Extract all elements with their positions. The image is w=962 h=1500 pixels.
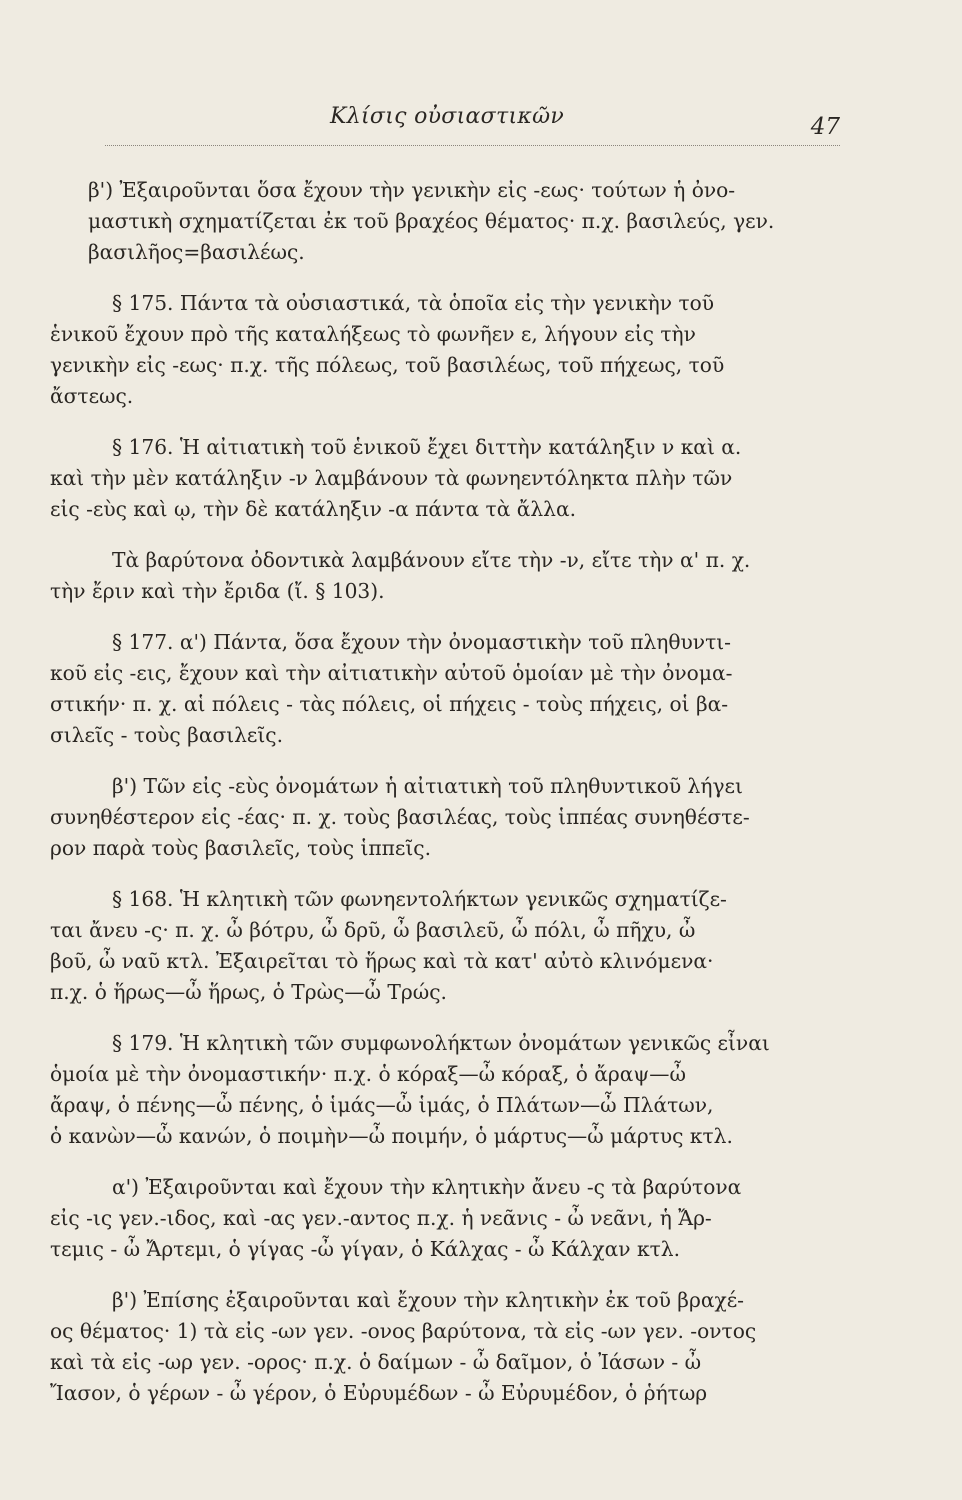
text-line: εἰς -ις γεν.-ιδος, καὶ -ας γεν.-αντος π.χ. ἡ νεᾶνις - ὦ νεᾶνι, ἡ Ἄρ- <box>50 1206 712 1230</box>
text-line: συνηθέστερον εἰς -έας· π. χ. τοὺς βασιλέας, τοὺς ἱππέας συνηθέστε- <box>50 805 750 829</box>
text-line: β') Ἐξαιροῦνται ὅσα ἔχουν τὴν γενικὴν εἰς -εως· τούτων ἡ ὀνο- <box>88 178 736 202</box>
paragraph <box>50 884 840 1008</box>
page-body <box>50 175 840 1429</box>
text-line: § 179. Ἡ κλητικὴ τῶν συμφωνολήκτων ὀνομάτων γενικῶς εἶναι <box>112 1031 770 1055</box>
text-line: ἄστεως. <box>50 384 134 408</box>
paragraph <box>50 432 840 525</box>
text-line: σιλεῖς - τοὺς βασιλεῖς. <box>50 723 284 747</box>
text-line: ὁμοία μὲ τὴν ὀνομαστικήν· π.χ. ὁ κόραξ—ὦ κόραξ, ὁ ἄραψ—ὦ <box>50 1062 686 1086</box>
text-line: ὁ κανὼν—ὦ κανών, ὁ ποιμὴν—ὦ ποιμήν, ὁ μάρτυς—ὦ μάρτυς κτλ. <box>50 1124 733 1148</box>
text-line: β') Τῶν εἰς -εὺς ὀνομάτων ἡ αἰτιατικὴ τοῦ πληθυντικοῦ λήγει <box>112 774 743 798</box>
text-line: ρον παρὰ τοὺς βασιλεῖς, τοὺς ἱππεῖς. <box>50 836 432 860</box>
text-line: § 177. α') Πάντα, ὅσα ἔχουν τὴν ὀνομαστικὴν τοῦ πληθυντι- <box>112 630 731 654</box>
text-line: βασιλῆος=βασιλέως. <box>88 240 305 264</box>
text-line: τὴν ἔριν καὶ τὴν ἔριδα (ἴ. § 103). <box>50 579 385 603</box>
paragraph <box>50 175 840 268</box>
page-number: 47 <box>810 114 840 140</box>
paragraph <box>50 627 840 751</box>
text-line: § 168. Ἡ κλητικὴ τῶν φωνηεντολήκτων γενικῶς σχηματίζε- <box>112 887 727 911</box>
paragraph <box>50 288 840 412</box>
text-line: ος θέματος· 1) τὰ εἰς -ων γεν. -ονος βαρύτονα, τὰ εἰς -ων γεν. -οντος <box>50 1319 757 1343</box>
text-line: βοῦ, ὦ ναῦ κτλ. Ἐξαιρεῖται τὸ ἥρως καὶ τὰ κατ' αὐτὸ κλινόμενα· <box>50 949 714 973</box>
text-line: ἄραψ, ὁ πένης—ὦ πένης, ὁ ἱμάς—ὦ ἱμάς, ὁ Πλάτων—ὦ Πλάτων, <box>50 1093 714 1117</box>
text-line: μαστικὴ σχηματίζεται ἐκ τοῦ βραχέος θέματος· π.χ. βασιλεύς, γεν. <box>88 209 775 233</box>
page-header <box>105 100 840 146</box>
text-line: β') Ἐπίσης ἐξαιροῦνται καὶ ἔχουν τὴν κλητικὴν ἐκ τοῦ βραχέ- <box>112 1288 744 1312</box>
text-line: § 176. Ἡ αἰτιατικὴ τοῦ ἑνικοῦ ἔχει διττὴν κατάληξιν ν καὶ α. <box>112 435 742 459</box>
text-line: ται ἄνευ -ς· π. χ. ὦ βότρυ, ὦ δρῦ, ὦ βασιλεῦ, ὦ πόλι, ὦ πῆχυ, ὦ <box>50 918 696 942</box>
paragraph <box>50 545 840 607</box>
paragraph <box>50 1028 840 1152</box>
text-line: π.χ. ὁ ἥρως—ὦ ἥρως, ὁ Τρὼς—ὦ Τρώς. <box>50 980 447 1004</box>
text-line: Τὰ βαρύτονα ὀδοντικὰ λαμβάνουν εἴτε τὴν -ν, εἴτε τὴν α' π. χ. <box>112 548 751 572</box>
running-title: Κλίσις οὐσιαστικῶν <box>330 104 565 129</box>
text-line: ἑνικοῦ ἔχουν πρὸ τῆς καταλήξεως τὸ φωνῆεν ε, λήγουν εἰς τὴν <box>50 322 696 346</box>
text-line: § 175. Πάντα τὰ οὐσιαστικά, τὰ ὁποῖα εἰς τὴν γενικὴν τοῦ <box>112 291 715 315</box>
paragraph <box>50 1285 840 1409</box>
paragraph <box>50 1172 840 1265</box>
text-line: καὶ τὰ εἰς -ωρ γεν. -ορος· π.χ. ὁ δαίμων - ὦ δαῖμον, ὁ Ἰάσων - ὦ <box>50 1350 702 1374</box>
text-line: στικήν· π. χ. αἱ πόλεις - τὰς πόλεις, οἱ πήχεις - τοὺς πήχεις, οἱ βα- <box>50 692 729 716</box>
text-line: γενικὴν εἰς -εως· π.χ. τῆς πόλεως, τοῦ βασιλέως, τοῦ πήχεως, τοῦ <box>50 353 725 377</box>
text-line: Ἴασον, ὁ γέρων - ὦ γέρον, ὁ Εὐρυμέδων - ὦ Εὐρυμέδον, ὁ ῥήτωρ <box>50 1381 708 1405</box>
text-line: α') Ἐξαιροῦνται καὶ ἔχουν τὴν κλητικὴν ἄνευ -ς τὰ βαρύτονα <box>112 1175 742 1199</box>
text-line: τεμις - ὦ Ἄρτεμι, ὁ γίγας -ὦ γίγαν, ὁ Κάλχας - ὦ Κάλχαν κτλ. <box>50 1237 680 1261</box>
text-line: κοῦ εἰς -εις, ἔχουν καὶ τὴν αἰτιατικὴν αὐτοῦ ὁμοίαν μὲ τὴν ὀνομα- <box>50 661 733 685</box>
text-line: καὶ τὴν μὲν κατάληξιν -ν λαμβάνουν τὰ φωνηεντόληκτα πλὴν τῶν <box>50 466 733 490</box>
paragraph <box>50 771 840 864</box>
text-line: εἰς -εὺς καὶ ῳ, τὴν δὲ κατάληξιν -α πάντα τὰ ἄλλα. <box>50 497 577 521</box>
